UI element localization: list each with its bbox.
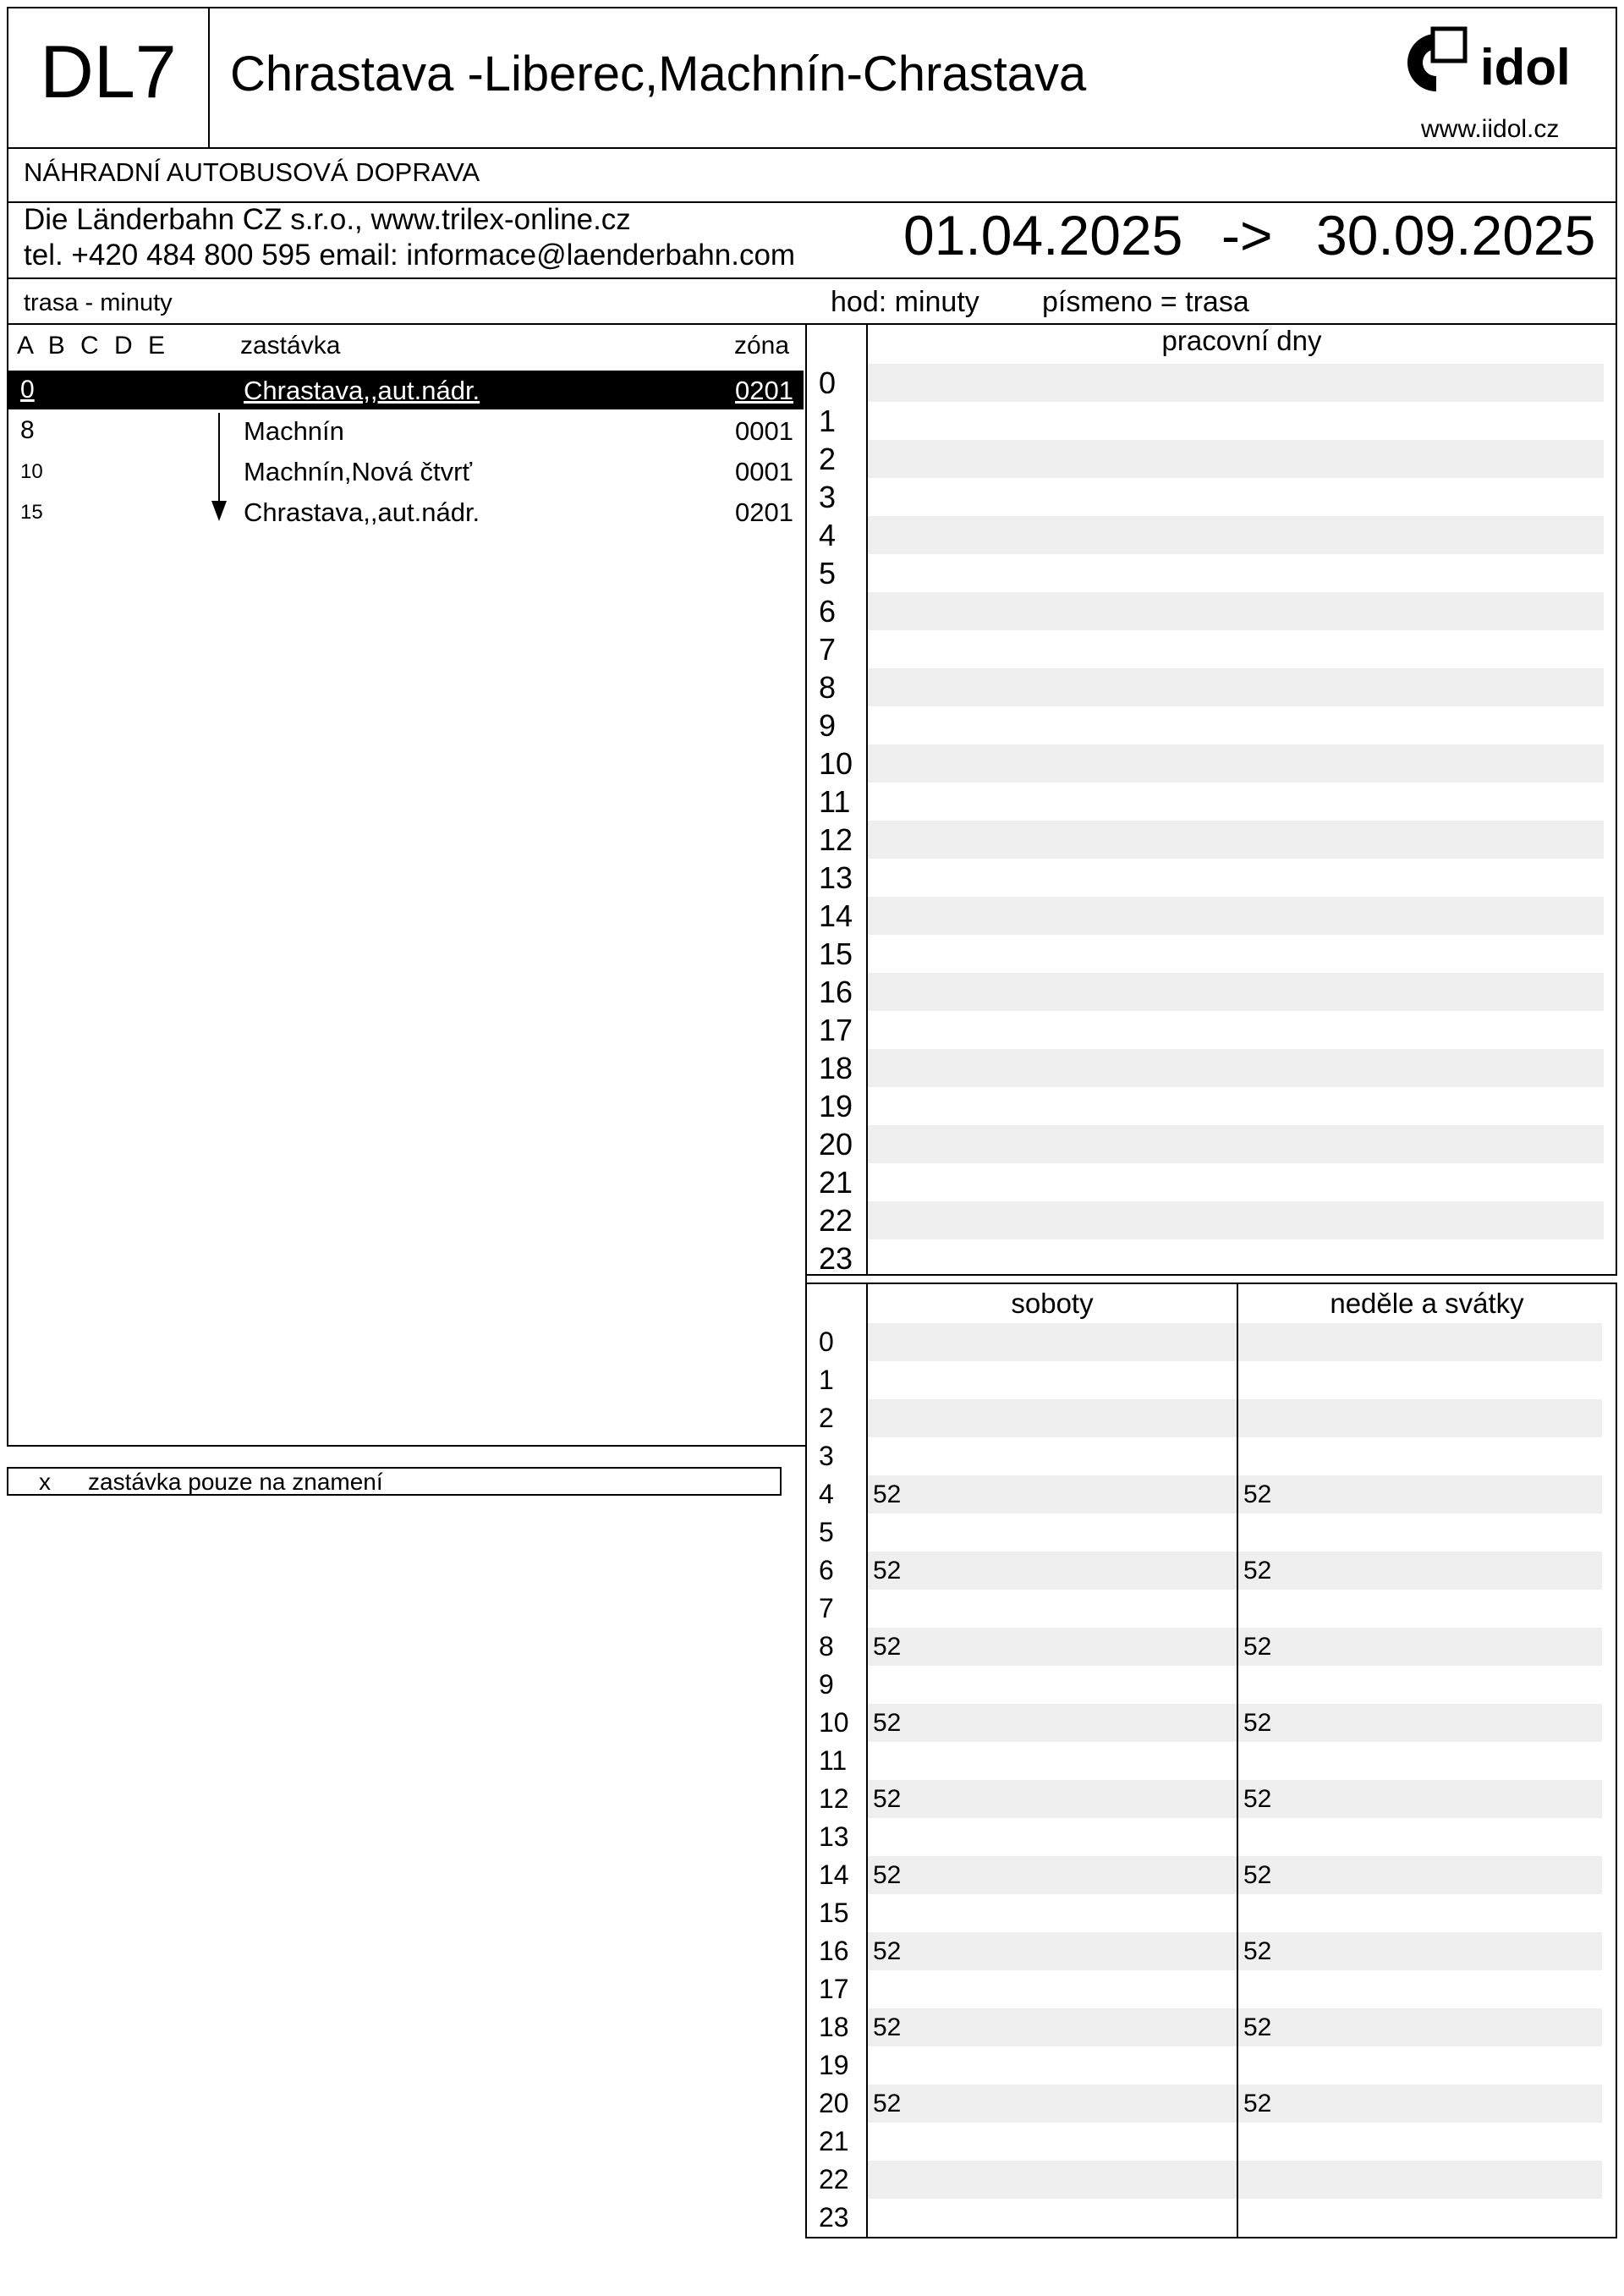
hour-label: 8 [819,670,837,705]
sunday-departure: 52 [1243,1633,1272,1661]
hour-label: 19 [819,2050,849,2080]
carrier-line-2: tel. +420 484 800 595 email: informace@laenderbahn.com [24,239,796,272]
hour-label: 23 [819,1241,853,1276]
stripe-row [1238,1932,1602,1970]
saturday-departure: 52 [873,2090,902,2117]
stripe-row [1238,1704,1602,1742]
hour-label: 7 [819,1593,834,1623]
hour-label: 0 [819,1327,834,1357]
sunday-departure: 52 [1243,2090,1272,2117]
hour-label: 21 [819,2126,849,2156]
stripe-row [868,1125,1604,1163]
sunday-departure: 52 [1243,2013,1272,2041]
hour-label: 3 [819,480,837,514]
hour-label: 13 [819,860,853,895]
stop-minute: 8 [20,416,35,444]
stop-name: Machnín,Nová čtvrť [244,457,473,486]
stripe-row [868,1780,1237,1818]
sunday-departure: 52 [1243,1709,1272,1737]
hour-label: 9 [819,708,837,743]
sunday-departure: 52 [1243,1785,1272,1813]
valid-from-date: 01.04.2025 [903,204,1183,266]
stripe-row [1238,1552,1602,1590]
stripe-row [868,592,1604,630]
stripe-row [868,1856,1237,1894]
stop-minute: 0 [20,376,35,404]
workdays-title: pracovní dny [1161,325,1322,356]
letter-route-legend: písmeno = trasa [1042,286,1249,318]
route-line [218,413,220,503]
stripe-row [1238,1475,1602,1513]
sunday-title: neděle a svátky [1330,1288,1524,1319]
carrier-line-1: Die Länderbahn CZ s.r.o., www.trilex-online.cz [24,203,631,236]
idol-logo-icon [1407,29,1465,91]
stop-minute: 10 [20,460,43,483]
stripe-row [868,1552,1237,1590]
stripe-row [868,1049,1604,1087]
hour-label: 11 [819,1745,848,1776]
hour-label: 17 [819,1974,849,2004]
sunday-departure: 52 [1243,1480,1272,1508]
stripe-row [868,2085,1237,2123]
hour-minutes-legend: hod: minuty [831,286,979,318]
saturday-departure: 52 [873,1937,902,1965]
hour-label: 0 [819,365,837,400]
stop-name: Chrastava,,aut.nádr. [244,497,480,527]
idol-logo [1396,25,1590,102]
hour-label: 4 [819,518,837,552]
hour-label: 22 [819,2164,849,2194]
hour-label: 3 [819,1441,834,1471]
sunday-departure: 52 [1243,1557,1272,1585]
hour-label: 6 [819,594,837,629]
hour-label: 4 [819,1479,834,1509]
hour-label: 22 [819,1203,853,1238]
stripe-row [868,744,1604,783]
stripe-row [1238,1323,1602,1361]
hour-label: 5 [819,556,837,590]
route-minutes-legend: trasa - minuty [24,289,173,316]
route-arrow-icon [211,501,227,521]
stripe-row [1238,2008,1602,2046]
stop-zone: 0201 [735,497,793,527]
logo-text: idol [1480,39,1571,96]
replacement-label: NÁHRADNÍ AUTOBUSOVÁ DOPRAVA [24,157,480,187]
saturday-departure: 52 [873,2013,902,2041]
legend-row [7,277,1617,325]
hour-label: 16 [819,975,853,1009]
stop-row[interactable] [8,452,804,491]
hour-label: 21 [819,1165,853,1200]
hour-label: 20 [819,1127,853,1162]
stripe-row [1238,1628,1602,1666]
stripe-row [868,1932,1237,1970]
stripe-row [868,973,1604,1011]
stripe-row [868,440,1604,478]
stripe-row [868,1323,1237,1361]
stripe-row [868,2161,1237,2199]
saturday-departure: 52 [873,1480,902,1508]
saturday-departure: 52 [873,1861,902,1889]
hour-label: 6 [819,1555,834,1585]
footnote-symbol: x [39,1469,51,1495]
stripe-row [868,821,1604,859]
hour-label: 10 [819,746,853,781]
stripe-row [868,2008,1237,2046]
stop-name: Machnín [244,416,344,446]
line-number: DL7 [40,30,177,113]
hour-label: 12 [819,822,853,857]
saturday-departure: 52 [873,1709,902,1737]
sunday-departure: 52 [1243,1861,1272,1889]
hour-label: 5 [819,1517,834,1547]
stripe-row [868,668,1604,706]
stop-zone: 0201 [735,376,793,405]
saturday-departure: 52 [873,1633,902,1661]
hour-label: 12 [819,1783,849,1814]
stop-row[interactable] [8,492,804,531]
hour-label: 9 [819,1669,834,1700]
hour-label: 11 [819,784,851,819]
stop-zone: 0001 [735,457,793,486]
stripe-row [868,897,1604,935]
website-link[interactable]: www.iidol.cz [1421,115,1560,143]
validity-arrow: -> [1221,204,1273,266]
stripe-row [868,1201,1604,1239]
hour-label: 1 [819,1365,834,1395]
stripe-row [868,1628,1237,1666]
hour-label: 14 [819,898,853,933]
hour-label: 19 [819,1089,853,1123]
valid-to-date: 30.09.2025 [1316,204,1596,266]
hour-label: 2 [819,442,837,476]
stripe-row [868,516,1604,554]
hour-label: 18 [819,1051,853,1085]
stripe-row [1238,2161,1602,2199]
hour-label: 17 [819,1013,853,1047]
stripe-row [868,1704,1237,1742]
hour-label: 20 [819,2088,849,2118]
hour-label: 15 [819,937,853,971]
hour-label: 1 [819,404,837,438]
stop-zone: 0001 [735,416,793,446]
stop-column-header: zastávka [240,332,341,360]
hour-label: 7 [819,632,837,667]
stripe-row [1238,1780,1602,1818]
stop-minute: 15 [20,501,43,524]
stop-row[interactable] [8,411,804,450]
hour-label: 15 [819,1898,849,1928]
hour-label: 10 [819,1707,849,1738]
hour-label: 18 [819,2012,849,2042]
stripe-row [868,1475,1237,1513]
hour-label: 2 [819,1403,834,1433]
route-columns-header: A B C D E [17,332,166,360]
saturday-departure: 52 [873,1557,902,1585]
saturday-departure: 52 [873,1785,902,1813]
stop-name: Chrastava,,aut.nádr. [244,376,480,405]
stripe-row [868,364,1604,402]
stripe-row [1238,2085,1602,2123]
route-title: Chrastava -Liberec,Machnín-Chrastava [230,47,1087,102]
saturday-title: soboty [1011,1288,1094,1319]
zone-column-header: zóna [734,332,790,360]
stop-row[interactable] [8,371,804,409]
footnote-text: zastávka pouze na znamení [88,1469,383,1495]
stripe-row [868,1399,1237,1437]
hour-label: 16 [819,1936,849,1966]
hour-label: 8 [819,1631,834,1662]
stripe-row [1238,1399,1602,1437]
hour-label: 13 [819,1821,849,1852]
sunday-departure: 52 [1243,1937,1272,1965]
stripe-row [1238,1856,1602,1894]
hour-label: 14 [819,1859,849,1890]
hour-label: 23 [819,2202,849,2233]
